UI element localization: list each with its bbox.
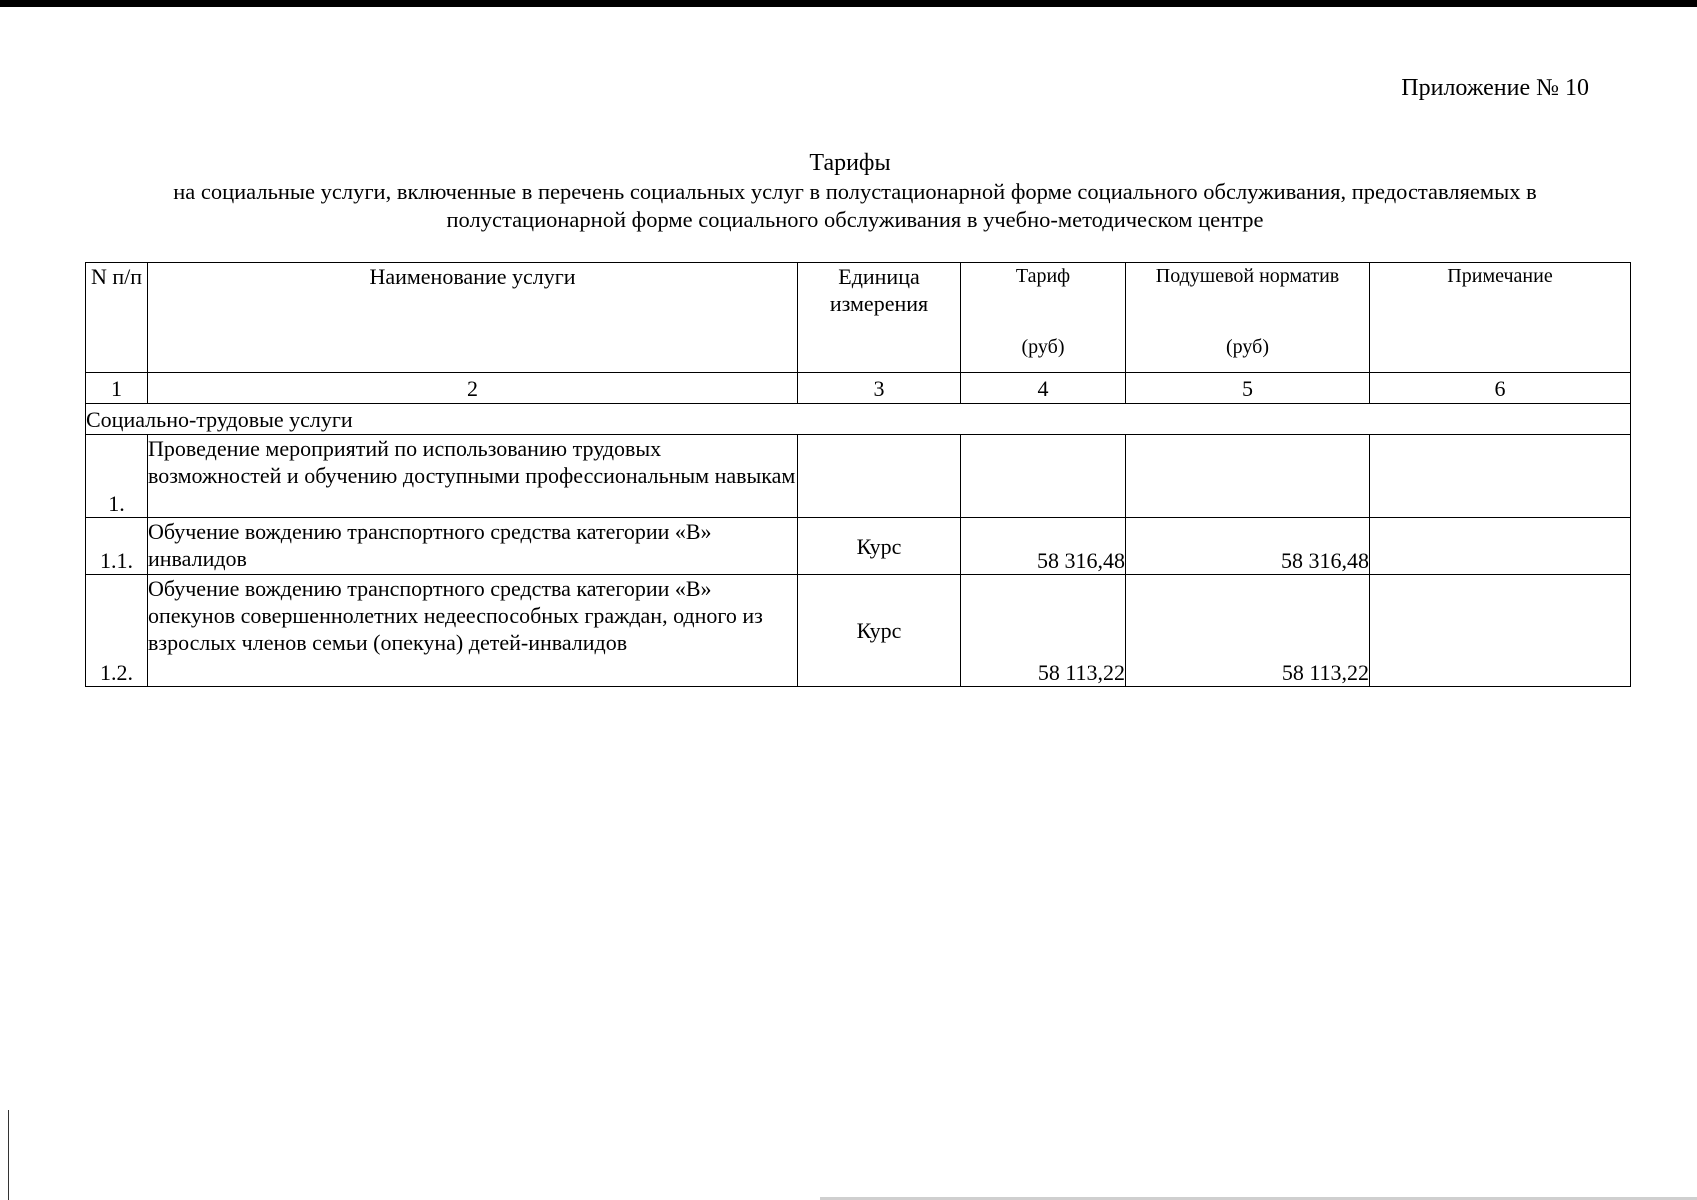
header-service-name: Наименование услуги <box>148 263 798 373</box>
table-header-row <box>86 263 1631 373</box>
column-number-cell: 5 <box>1126 373 1370 404</box>
row-number: 1.2. <box>86 575 148 687</box>
tariff-cell: 58 316,48 <box>961 518 1126 575</box>
service-name: Проведение мероприятий по использованию трудовых возможностей и обучению доступными профессиональным навыкам <box>148 435 798 518</box>
column-number-cell: 3 <box>798 373 961 404</box>
unit-cell: Курс <box>798 575 961 687</box>
header-note: Примечание <box>1370 263 1631 373</box>
column-number-cell: 6 <box>1370 373 1631 404</box>
document-subtitle: на социальные услуги, включенные в перечень социальных услуг в полустационарной форме социального обслуживания, предоставляемых в полустационарной форме социального обслуживания в учебно-методическом центре <box>173 179 1537 232</box>
tariff-cell: 58 113,22 <box>961 575 1126 687</box>
norm-cell: 58 113,22 <box>1126 575 1370 687</box>
column-number-cell: 4 <box>961 373 1126 404</box>
header-per-capita-norm <box>1126 263 1370 373</box>
service-name: Обучение вождению транспортного средства категории «В» опекунов совершеннолетних недееспособных граждан, одного из взрослых членов семьи (опекуна) детей-инвалидов <box>148 575 798 687</box>
note-cell <box>1370 575 1631 687</box>
column-number-cell: 1 <box>86 373 148 404</box>
header-tariff-unit: (руб) <box>1021 336 1065 358</box>
header-tariff-label: Тариф <box>1015 265 1071 287</box>
table-row <box>86 575 1631 687</box>
scan-top-border <box>0 0 1697 7</box>
tariffs-table <box>85 262 1631 687</box>
column-number-cell: 2 <box>148 373 798 404</box>
note-cell <box>1370 435 1631 518</box>
norm-cell <box>1126 435 1370 518</box>
table-row <box>86 435 1631 518</box>
scan-left-edge <box>8 1110 9 1200</box>
unit-cell: Курс <box>798 518 961 575</box>
section-row <box>86 404 1631 435</box>
norm-cell: 58 316,48 <box>1126 518 1370 575</box>
section-title: Социально-трудовые услуги <box>86 404 1631 435</box>
table-row <box>86 518 1631 575</box>
note-cell <box>1370 518 1631 575</box>
tariff-cell <box>961 435 1126 518</box>
header-tariff <box>961 263 1126 373</box>
unit-cell <box>798 435 961 518</box>
header-norm-label: Подушевой норматив <box>1155 265 1340 287</box>
service-name: Обучение вождению транспортного средства категории «В» инвалидов <box>148 518 798 575</box>
header-unit: Единица измерения <box>798 263 961 373</box>
header-number: N п/п <box>86 263 148 373</box>
column-number-row <box>86 373 1631 404</box>
row-number: 1.1. <box>86 518 148 575</box>
document-title: Тарифы <box>809 150 891 176</box>
header-norm-unit: (руб) <box>1226 336 1269 358</box>
appendix-label: Приложение № 10 <box>1401 75 1589 101</box>
row-number: 1. <box>86 435 148 518</box>
